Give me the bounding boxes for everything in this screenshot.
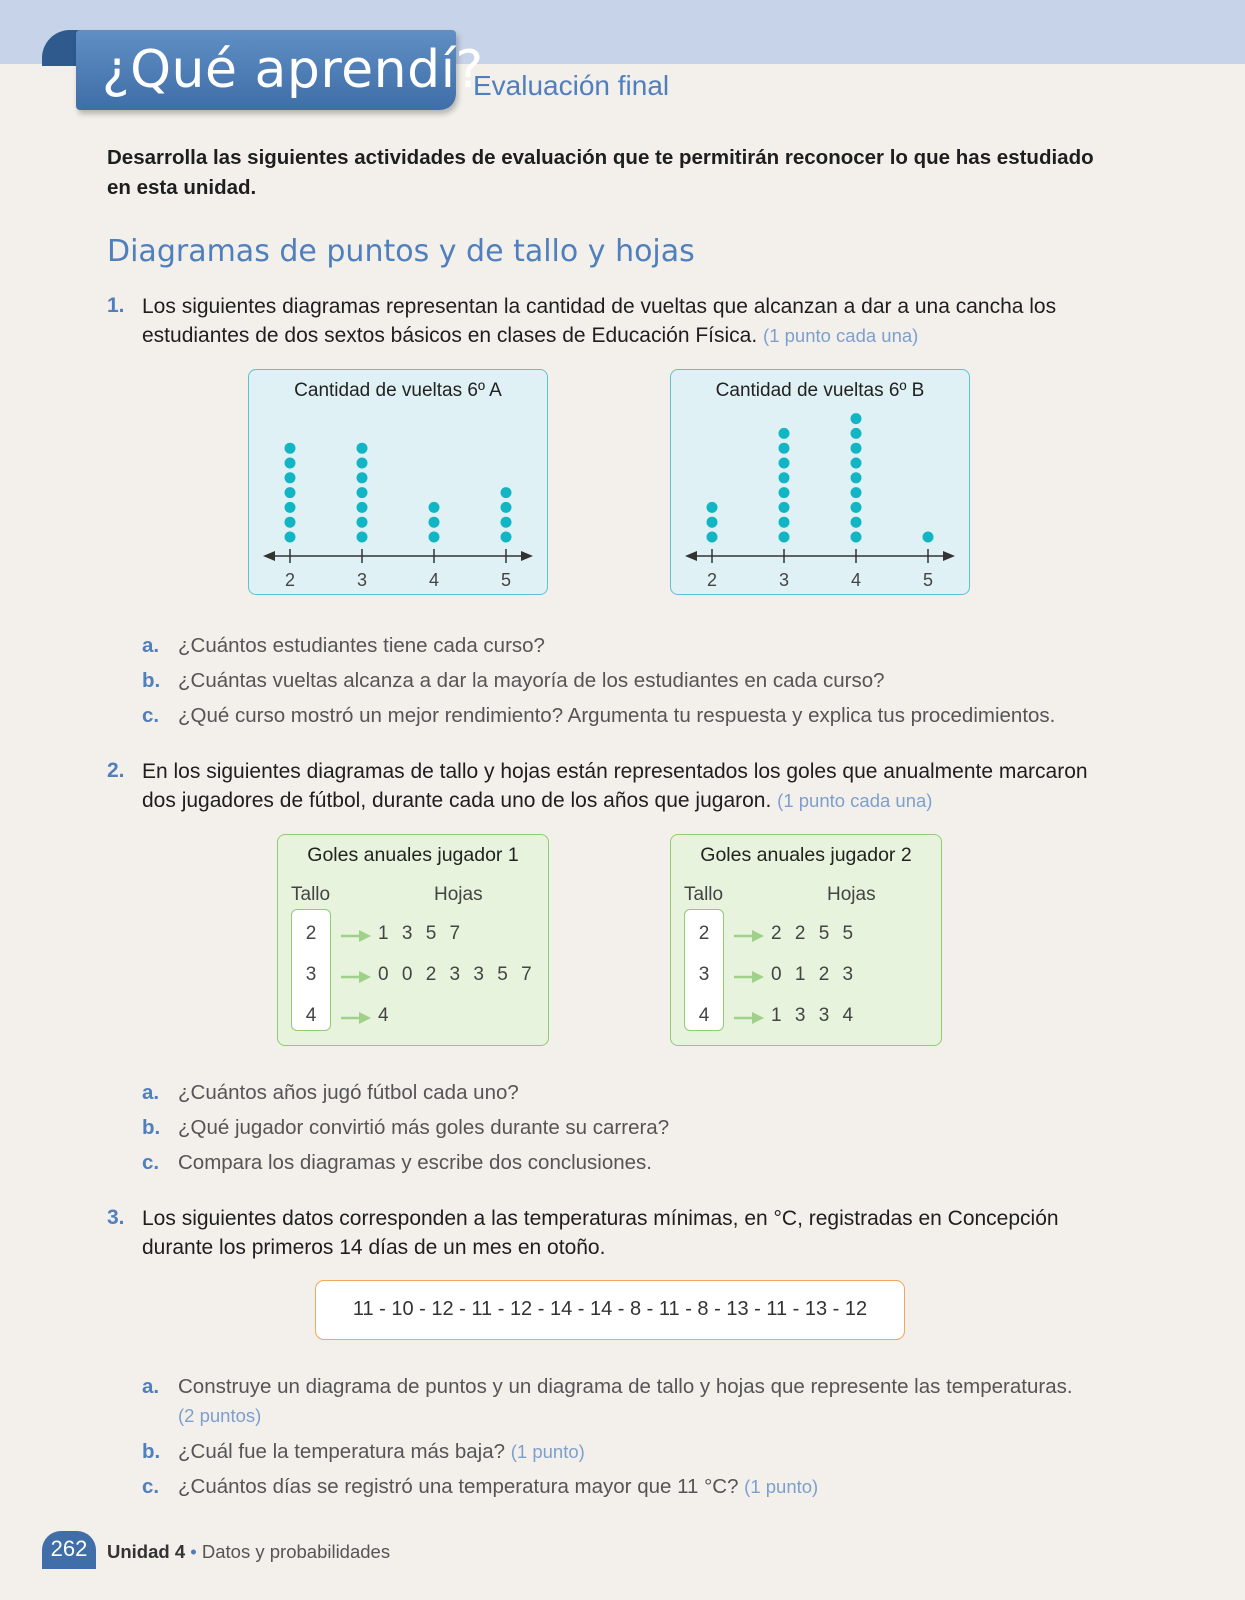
q1-statement: Los siguientes diagramas representan la cantidad de vueltas que alcanzan a dar a una cancha los estudiantes de dos sextos básicos en clases de Educación Física.	[142, 295, 1057, 347]
data-dot	[501, 502, 512, 513]
axis-arrow-right	[943, 551, 955, 561]
page-subtitle: Evaluación final	[473, 70, 670, 101]
axis-tick-label: 3	[356, 570, 368, 590]
axis-tick-label: 3	[778, 570, 790, 590]
stem-leaf-row	[278, 921, 548, 951]
data-dot	[285, 502, 296, 513]
hojas-header: Hojas	[827, 884, 876, 905]
dot-plot-6a	[248, 369, 548, 595]
section-title: Diagramas de puntos y de tallo y hojas	[107, 234, 695, 269]
q2-sub-b-text: ¿Qué jugador convirtió más goles durante su carrera?	[178, 1116, 670, 1139]
data-dot	[779, 443, 790, 454]
q3-sub-b-letter: b.	[142, 1440, 161, 1463]
data-dot	[357, 443, 368, 454]
leaf-values: 2 2 5 5	[771, 923, 855, 944]
q3-sub-a-text: Construye un diagrama de puntos y un diagrama de tallo y hojas que represente las temperaturas.	[178, 1375, 1073, 1398]
arrow-icon	[341, 970, 373, 984]
tallo-header: Tallo	[684, 884, 724, 905]
stem-leaf-row	[278, 1003, 548, 1033]
stem-leaf-row	[671, 962, 941, 992]
q2-sub-b	[142, 1113, 1127, 1142]
axis-tick-label: 2	[706, 570, 718, 590]
data-dot	[779, 428, 790, 439]
dot-plot-6b-title: Cantidad de vueltas 6º B	[715, 380, 925, 401]
data-dot	[851, 443, 862, 454]
axis-arrow-right	[521, 551, 533, 561]
stem-leaf-player-1	[277, 834, 549, 1046]
stem-leaf-player-2-title: Goles anuales jugador 2	[700, 844, 912, 866]
data-dot	[851, 458, 862, 469]
dot-plot-6a-title: Cantidad de vueltas 6º A	[294, 380, 502, 401]
data-dot	[851, 502, 862, 513]
axis-tick-label: 4	[428, 570, 440, 590]
stem-leaf-row	[671, 921, 941, 951]
page-title: ¿Qué aprendí?	[102, 40, 484, 100]
data-dot	[851, 487, 862, 498]
dot-plot-6b	[670, 369, 970, 595]
q1-sub-b-text: ¿Cuántas vueltas alcanza a dar la mayoría de los estudiantes en cada curso?	[178, 669, 885, 692]
stem-leaf-row	[278, 962, 548, 992]
q3-sub-a	[142, 1372, 1127, 1430]
q1-sub-c	[142, 701, 1127, 730]
stem-value: 3	[305, 964, 317, 985]
data-dot	[707, 532, 718, 543]
q2-sub-a-text: ¿Cuántos años jugó fútbol cada uno?	[178, 1081, 519, 1104]
q3-sub-b-text: ¿Cuál fue la temperatura más baja?	[178, 1440, 506, 1463]
hojas-header: Hojas	[434, 884, 483, 905]
footer-separator: •	[190, 1541, 197, 1562]
q2-sub-a	[142, 1078, 1127, 1107]
data-dot	[779, 487, 790, 498]
q3-sub-c-points: (1 punto)	[744, 1476, 819, 1497]
data-dot	[779, 472, 790, 483]
q3-sub-c-text: ¿Cuántos días se registró una temperatura mayor que 11 °C?	[178, 1475, 739, 1498]
leaf-values: 0 1 2 3	[771, 964, 855, 985]
q3-text: Los siguientes datos corresponden a las temperaturas mínimas, en °C, registradas en Concepción durante los primeros 14 días de un mes en otoño.	[142, 1207, 1059, 1259]
q1-sub-a-text: ¿Cuántos estudiantes tiene cada curso?	[178, 634, 545, 657]
arrow-icon	[341, 929, 373, 943]
data-dot	[429, 502, 440, 513]
q3-number: 3.	[107, 1206, 125, 1229]
page-number: 262	[42, 1531, 96, 1569]
q1-sub-a	[142, 631, 1127, 660]
stem-leaf-player-2	[670, 834, 942, 1046]
q2-sub-a-letter: a.	[142, 1081, 160, 1104]
q1-text	[142, 292, 1127, 350]
dot-plot-6b-svg	[671, 370, 971, 596]
data-dot	[779, 458, 790, 469]
axis-tick-label: 2	[284, 570, 296, 590]
leaf-values: 4	[378, 1005, 390, 1026]
data-dot	[851, 517, 862, 528]
data-dot	[923, 532, 934, 543]
q2-statement: En los siguientes diagramas de tallo y hojas están representados los goles que anualmente marcaron dos jugadores de fútbol, durante cada uno de los años que jugaron.	[142, 760, 1088, 812]
q1-sub-c-letter: c.	[142, 704, 160, 727]
axis-arrow-left	[685, 551, 697, 561]
data-dot	[851, 413, 862, 424]
data-dot	[501, 487, 512, 498]
axis-tick-label: 4	[850, 570, 862, 590]
data-dot	[285, 458, 296, 469]
q1-sub-a-letter: a.	[142, 634, 160, 657]
q2-text	[142, 757, 1127, 815]
q1-sub-b	[142, 666, 1127, 695]
arrow-icon	[341, 1011, 373, 1025]
axis-tick-label: 5	[500, 570, 512, 590]
q3-sub-a-points: (2 puntos)	[178, 1405, 262, 1426]
q2-number: 2.	[107, 759, 125, 782]
q1-points: (1 punto cada una)	[763, 325, 919, 346]
data-dot	[357, 472, 368, 483]
temperature-data-box: 11 - 10 - 12 - 11 - 12 - 14 - 14 - 8 - 11 - 8 - 13 - 11 - 13 - 12	[315, 1280, 905, 1340]
q3-sub-b-points: (1 punto)	[510, 1441, 585, 1462]
arrow-icon	[734, 929, 766, 943]
data-dot	[285, 443, 296, 454]
data-dot	[285, 517, 296, 528]
data-dot	[707, 517, 718, 528]
stem-value: 2	[698, 923, 710, 944]
data-dot	[851, 532, 862, 543]
data-dot	[357, 458, 368, 469]
data-dot	[851, 472, 862, 483]
stem-leaf-row	[671, 1003, 941, 1033]
data-dot	[357, 517, 368, 528]
data-dot	[707, 502, 718, 513]
data-dot	[501, 532, 512, 543]
q2-sub-b-letter: b.	[142, 1116, 161, 1139]
stem-value: 4	[305, 1005, 317, 1026]
axis-tick-label: 5	[922, 570, 934, 590]
arrow-icon	[734, 970, 766, 984]
data-dot	[285, 532, 296, 543]
data-dot	[285, 487, 296, 498]
footer-topic: Datos y probabilidades	[201, 1541, 391, 1562]
axis-arrow-left	[263, 551, 275, 561]
q3-sub-c-letter: c.	[142, 1475, 160, 1498]
q2-points: (1 punto cada una)	[777, 790, 933, 811]
stem-value: 3	[698, 964, 710, 985]
data-dot	[779, 532, 790, 543]
data-dot	[285, 472, 296, 483]
stem-leaf-player-1-title: Goles anuales jugador 1	[307, 844, 519, 866]
arrow-icon	[734, 1011, 766, 1025]
data-dot	[429, 517, 440, 528]
footer	[107, 1541, 390, 1563]
data-dot	[851, 428, 862, 439]
q3-sub-c	[142, 1472, 1127, 1501]
data-dot	[357, 487, 368, 498]
q1-sub-b-letter: b.	[142, 669, 161, 692]
footer-unit: Unidad 4	[107, 1541, 186, 1562]
leaf-values: 1 3 5 7	[378, 923, 462, 944]
stem-value: 2	[305, 923, 317, 944]
stem-value: 4	[698, 1005, 710, 1026]
data-dot	[779, 517, 790, 528]
data-dot	[357, 532, 368, 543]
leaf-values: 1 3 3 4	[771, 1005, 855, 1026]
intro-text: Desarrolla las siguientes actividades de evaluación que te permitirán reconocer lo que has estudiado en esta unidad.	[107, 146, 1094, 199]
data-dot	[501, 517, 512, 528]
tallo-header: Tallo	[291, 884, 331, 905]
data-dot	[429, 532, 440, 543]
data-dot	[357, 502, 368, 513]
leaf-values: 0 0 2 3 3 5 7	[378, 964, 533, 985]
q2-sub-c-text: Compara los diagramas y escribe dos conclusiones.	[178, 1151, 653, 1174]
q1-sub-c-text: ¿Qué curso mostró un mejor rendimiento? Argumenta tu respuesta y explica tus procedimientos.	[178, 704, 1056, 727]
q3-sub-a-letter: a.	[142, 1375, 160, 1398]
q1-number: 1.	[107, 294, 125, 317]
q2-sub-c	[142, 1148, 1127, 1177]
data-dot	[779, 502, 790, 513]
dot-plot-6a-svg	[249, 370, 549, 596]
q3-sub-b	[142, 1437, 1127, 1466]
q2-sub-c-letter: c.	[142, 1151, 160, 1174]
